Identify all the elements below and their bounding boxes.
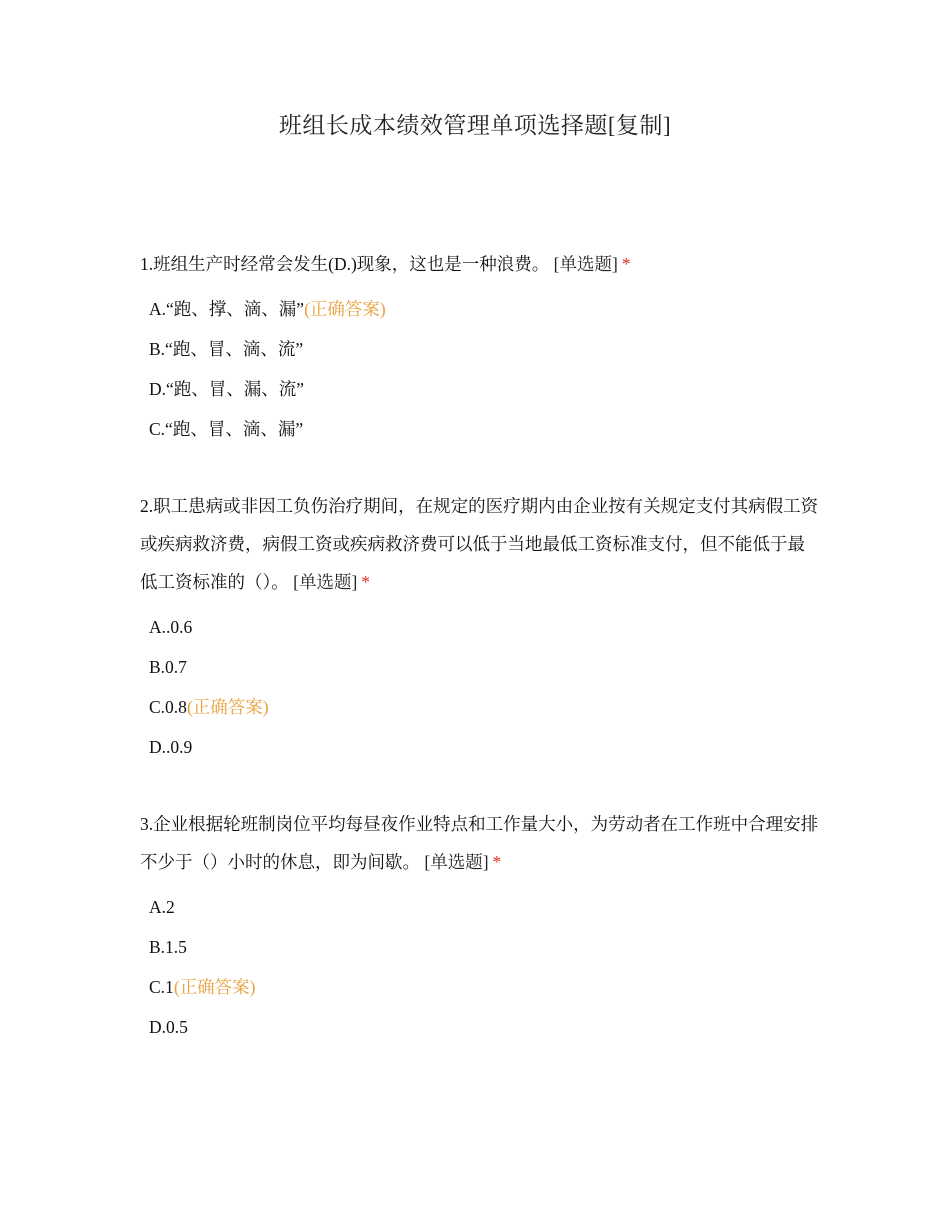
option-d[interactable]	[149, 369, 820, 409]
option-d[interactable]	[149, 727, 820, 767]
option-b[interactable]	[149, 647, 820, 687]
question-type-label: [单选题]	[293, 572, 358, 592]
option-list	[140, 289, 820, 449]
question-1	[140, 245, 820, 449]
question-stem: 3.企业根据轮班制岗位平均每昼夜作业特点和工作量大小，为劳动者在工作班中合理安排不少于（）小时的休息，即为间歇。	[140, 814, 819, 872]
option-label: A.“跑、撑、滴、漏”	[149, 299, 305, 319]
option-label: B.1.5	[149, 937, 187, 957]
option-label: C.“跑、冒、滴、漏”	[149, 419, 304, 439]
correct-answer-note: (正确答案)	[304, 299, 386, 319]
option-label: A..0.6	[149, 617, 193, 637]
option-list	[140, 607, 820, 767]
option-label: D.0.5	[149, 1017, 188, 1037]
question-stem: 1.班组生产时经常会发生(D.)现象，这也是一种浪费。	[140, 254, 550, 274]
option-label: B.“跑、冒、滴、流”	[149, 339, 304, 359]
option-label: D.“跑、冒、漏、流”	[149, 379, 305, 399]
option-c[interactable]	[149, 967, 820, 1007]
required-mark: *	[361, 572, 371, 592]
question-stem: 2.职工患病或非因工负伤治疗期间，在规定的医疗期内由企业按有关规定支付其病假工资或疾病救济费，病假工资或疾病救济费可以低于当地最低工资标准支付，但不能低于最低工资标准的（）。	[140, 496, 819, 592]
option-label: C.0.8	[149, 697, 187, 717]
option-label: C.1	[149, 977, 174, 997]
question-type-label: [单选题]	[553, 254, 618, 274]
option-label: A.2	[149, 897, 175, 917]
question-text	[140, 245, 820, 283]
question-text	[140, 805, 820, 881]
question-text	[140, 487, 820, 601]
option-label: B.0.7	[149, 657, 187, 677]
correct-answer-note: (正确答案)	[186, 697, 269, 717]
option-label: D..0.9	[149, 737, 193, 757]
required-mark: *	[621, 254, 631, 274]
survey-title: 班组长成本绩效管理单项选择题[复制]	[278, 113, 672, 138]
correct-answer-note: (正确答案)	[173, 977, 256, 997]
option-c[interactable]	[149, 687, 820, 727]
option-c[interactable]	[149, 409, 820, 449]
option-list	[140, 887, 820, 1047]
question-2	[140, 487, 820, 767]
option-a[interactable]	[149, 607, 820, 647]
question-type-label: [单选题]	[424, 852, 489, 872]
option-b[interactable]	[149, 927, 820, 967]
required-mark: *	[492, 852, 502, 872]
question-3	[140, 805, 820, 1047]
option-a[interactable]	[149, 289, 820, 329]
option-a[interactable]	[149, 887, 820, 927]
option-b[interactable]	[149, 329, 820, 369]
option-d[interactable]	[149, 1007, 820, 1047]
